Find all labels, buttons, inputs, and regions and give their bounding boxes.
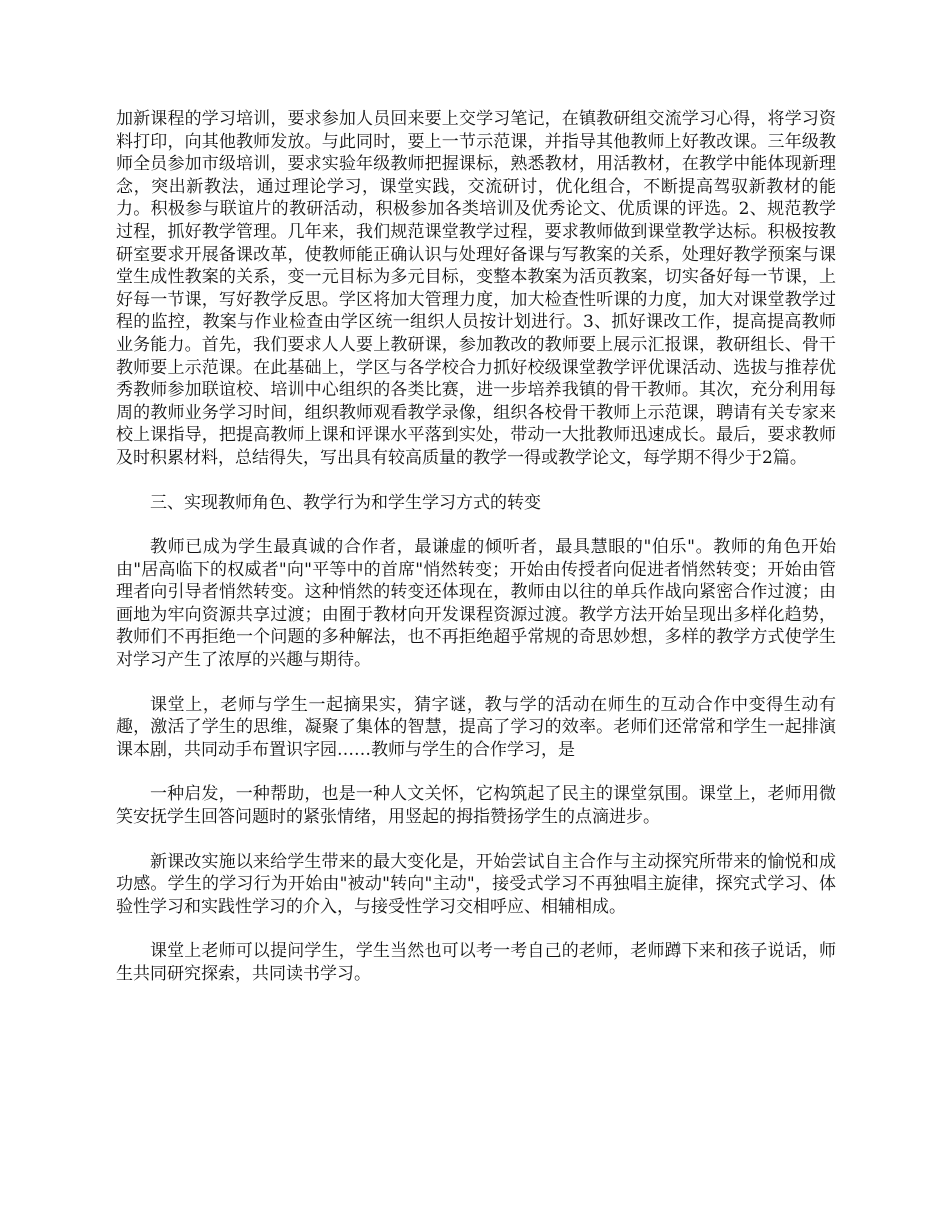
paragraph-teacher-role: 教师已成为学生最真诚的合作者，最谦虚的倾听者，最具慧眼的"伯乐"。教师的角色开始由"居高临下的权威者"向"平等中的首席"悄然转变；开始由传授者向促进者悄然转变；开始由管理者向引导者悄然转变。这种悄然的转变还体现在，教师由以往的单兵作战向紧密合作过渡；由画地为牢向资源共享过渡；由囿于教材向开发课程资源过渡。教学方法开始呈现出多样化趋势，教师们不再拒绝一个问题的多种解法，也不再拒绝超乎常规的奇思妙想，多样的教学方式使学生对学习产生了浓厚的兴趣与期待。 [116,537,836,671]
paragraph-humanistic-care: 一种启发，一种帮助，也是一种人文关怀，它构筑起了民主的课堂氛围。课堂上，老师用微笑安抚学生回答问题时的紧张情绪，用竖起的拇指赞扬学生的点滴进步。 [116,784,836,828]
paragraph-teacher-training: 加新课程的学习培训，要求参加人员回来要上交学习笔记，在镇教研组交流学习心得，将学习资料打印，向其他教师发放。与此同时，要上一节示范课，并指导其他教师上好教改课。三年级教师全员参加市级培训，要求实验年级教师把握课标，熟悉教材，用活教材，在教学中能体现新理念，突出新教法，通过理论学习，课堂实践，交流研讨，优化组合，不断提高驾驭新教材的能力。积极参与联谊片的教研活动，积极参加各类培训及优秀论文、优质课的评选。2、规范教学过程，抓好教学管理。几年来，我们规范课堂教学过程，要求教师做到课堂教学达标。积极按教研室要求开展备课改革，使教师能正确认识与处理好备课与写教案的关系，处理好教学预案与课堂生成性教案的关系，变一元目标为多元目标，变整本教案为活页教案，切实备好每一节课，上好每一节课，写好教学反思。学区将加大管理力度，加大检查性听课的力度，加大对课堂教学过程的监控，教案与作业检查由学区统一组织人员按计划进行。3、抓好课改工作，提高提高教师业务能力。首先，我们要求人人要上教研课，参加教改的教师要上展示汇报课，教研组长、骨干教师要上示范课。在此基础上，学区与各学校合力抓好校级课堂教学评优课活动、选拔与推荐优秀教师参加联谊校、培训中心组织的各类比赛，进一步培养我镇的骨干教师。其次，充分利用每周的教师业务学习时间，组织教师观看教学录像，组织各校骨干教师上示范课，聘请有关专家来校上课指导，把提高教师上课和评课水平落到实处，带动一大批教师迅速成长。最后，要求教师及时积累材料，总结得失，写出具有较高质量的教学一得或教学论文，每学期不得少于2篇。 [116,109,836,468]
section-heading-three: 三、实现教师角色、教学行为和学生学习方式的转变 [150,492,541,513]
paragraph-teacher-student-interaction: 课堂上老师可以提问学生，学生当然也可以考一考自己的老师，老师蹲下来和孩子说话，师生共同研究探索，共同读书学习。 [116,941,836,984]
paragraph-classroom-cooperation: 课堂上，老师与学生一起摘果实，猜字谜，教与学的活动在师生的互动合作中变得生动有趣，激活了学生的思维，凝聚了集体的智慧，提高了学习的效率。老师们还常常和学生一起排演课本剧，共同动手布置识字园……教师与学生的合作学习，是 [116,694,836,760]
document-body [116,108,836,1008]
paragraph-student-change: 新课改实施以来给学生带来的最大变化是，开始尝试自主合作与主动探究所带来的愉悦和成功感。学生的学习行为开始由"被动"转向"主动"，接受式学习不再独唱主旋律，探究式学习、体验性学习和实践性学习的介入，与接受性学习交相呼应、相辅相成。 [116,851,836,917]
